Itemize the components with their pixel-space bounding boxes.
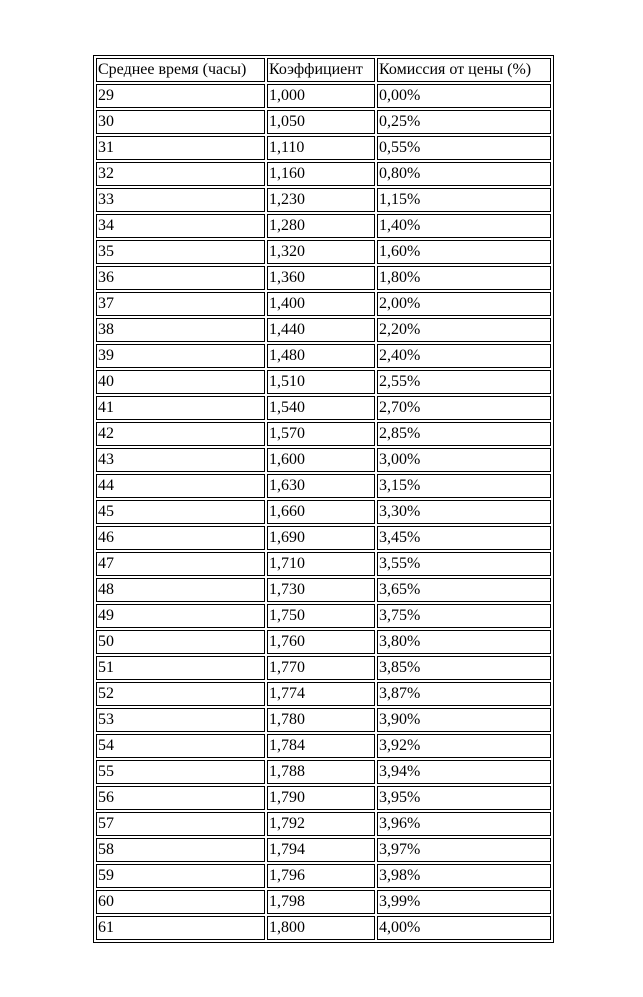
cell-coefficient: 1,796 <box>267 864 375 888</box>
table-row <box>96 864 551 888</box>
commission-table <box>93 55 554 943</box>
cell-coefficient: 1,800 <box>267 916 375 940</box>
table-row <box>96 760 551 784</box>
cell-average-time: 38 <box>96 318 265 342</box>
cell-commission: 3,92% <box>377 734 551 758</box>
cell-average-time: 32 <box>96 162 265 186</box>
cell-average-time: 50 <box>96 630 265 654</box>
table-row <box>96 838 551 862</box>
cell-commission: 2,00% <box>377 292 551 316</box>
cell-commission: 0,80% <box>377 162 551 186</box>
cell-average-time: 43 <box>96 448 265 472</box>
cell-average-time: 54 <box>96 734 265 758</box>
cell-coefficient: 1,798 <box>267 890 375 914</box>
cell-coefficient: 1,790 <box>267 786 375 810</box>
cell-commission: 3,94% <box>377 760 551 784</box>
table-header-row <box>96 58 551 82</box>
table-row <box>96 604 551 628</box>
cell-average-time: 34 <box>96 214 265 238</box>
cell-commission: 2,20% <box>377 318 551 342</box>
table-row <box>96 500 551 524</box>
cell-commission: 3,75% <box>377 604 551 628</box>
table-row <box>96 630 551 654</box>
cell-commission: 3,30% <box>377 500 551 524</box>
cell-average-time: 39 <box>96 344 265 368</box>
table-row <box>96 162 551 186</box>
cell-average-time: 36 <box>96 266 265 290</box>
cell-coefficient: 1,788 <box>267 760 375 784</box>
cell-coefficient: 1,110 <box>267 136 375 160</box>
table-row <box>96 84 551 108</box>
header-average-time: Среднее время (часы) <box>96 58 265 82</box>
cell-commission: 3,90% <box>377 708 551 732</box>
table-row <box>96 812 551 836</box>
cell-commission: 0,00% <box>377 84 551 108</box>
cell-coefficient: 1,760 <box>267 630 375 654</box>
cell-average-time: 44 <box>96 474 265 498</box>
table-row <box>96 344 551 368</box>
cell-coefficient: 1,510 <box>267 370 375 394</box>
cell-coefficient: 1,540 <box>267 396 375 420</box>
cell-commission: 3,55% <box>377 552 551 576</box>
cell-average-time: 49 <box>96 604 265 628</box>
table-row <box>96 240 551 264</box>
table-row <box>96 474 551 498</box>
cell-commission: 3,00% <box>377 448 551 472</box>
cell-average-time: 37 <box>96 292 265 316</box>
commission-table-body <box>96 58 551 940</box>
table-row <box>96 682 551 706</box>
table-row <box>96 448 551 472</box>
cell-commission: 3,87% <box>377 682 551 706</box>
cell-coefficient: 1,160 <box>267 162 375 186</box>
table-row <box>96 916 551 940</box>
cell-average-time: 35 <box>96 240 265 264</box>
table-row <box>96 110 551 134</box>
cell-coefficient: 1,690 <box>267 526 375 550</box>
cell-coefficient: 1,440 <box>267 318 375 342</box>
cell-average-time: 56 <box>96 786 265 810</box>
cell-average-time: 57 <box>96 812 265 836</box>
cell-average-time: 41 <box>96 396 265 420</box>
header-commission: Комиссия от цены (%) <box>377 58 551 82</box>
header-coefficient: Коэффициент <box>267 58 375 82</box>
cell-coefficient: 1,630 <box>267 474 375 498</box>
cell-coefficient: 1,400 <box>267 292 375 316</box>
table-row <box>96 578 551 602</box>
cell-commission: 0,55% <box>377 136 551 160</box>
cell-average-time: 52 <box>96 682 265 706</box>
cell-average-time: 48 <box>96 578 265 602</box>
cell-commission: 1,15% <box>377 188 551 212</box>
table-row <box>96 266 551 290</box>
cell-average-time: 30 <box>96 110 265 134</box>
table-row <box>96 552 551 576</box>
cell-commission: 3,80% <box>377 630 551 654</box>
cell-commission: 4,00% <box>377 916 551 940</box>
cell-commission: 3,99% <box>377 890 551 914</box>
cell-coefficient: 1,600 <box>267 448 375 472</box>
cell-coefficient: 1,710 <box>267 552 375 576</box>
cell-average-time: 29 <box>96 84 265 108</box>
cell-commission: 3,96% <box>377 812 551 836</box>
cell-coefficient: 1,794 <box>267 838 375 862</box>
cell-coefficient: 1,770 <box>267 656 375 680</box>
cell-commission: 3,65% <box>377 578 551 602</box>
cell-coefficient: 1,750 <box>267 604 375 628</box>
table-row <box>96 396 551 420</box>
table-row <box>96 188 551 212</box>
cell-coefficient: 1,360 <box>267 266 375 290</box>
table-row <box>96 526 551 550</box>
cell-coefficient: 1,000 <box>267 84 375 108</box>
cell-coefficient: 1,730 <box>267 578 375 602</box>
cell-coefficient: 1,230 <box>267 188 375 212</box>
table-row <box>96 292 551 316</box>
cell-average-time: 59 <box>96 864 265 888</box>
cell-average-time: 47 <box>96 552 265 576</box>
table-row <box>96 214 551 238</box>
cell-commission: 3,97% <box>377 838 551 862</box>
table-row <box>96 136 551 160</box>
cell-coefficient: 1,570 <box>267 422 375 446</box>
cell-average-time: 51 <box>96 656 265 680</box>
table-row <box>96 708 551 732</box>
cell-coefficient: 1,774 <box>267 682 375 706</box>
cell-average-time: 58 <box>96 838 265 862</box>
cell-average-time: 61 <box>96 916 265 940</box>
table-row <box>96 786 551 810</box>
cell-commission: 1,40% <box>377 214 551 238</box>
cell-commission: 2,70% <box>377 396 551 420</box>
cell-average-time: 42 <box>96 422 265 446</box>
cell-coefficient: 1,050 <box>267 110 375 134</box>
cell-commission: 0,25% <box>377 110 551 134</box>
cell-average-time: 33 <box>96 188 265 212</box>
table-row <box>96 422 551 446</box>
table-row <box>96 370 551 394</box>
cell-commission: 3,95% <box>377 786 551 810</box>
cell-average-time: 53 <box>96 708 265 732</box>
cell-commission: 1,80% <box>377 266 551 290</box>
cell-coefficient: 1,480 <box>267 344 375 368</box>
cell-coefficient: 1,784 <box>267 734 375 758</box>
cell-commission: 3,98% <box>377 864 551 888</box>
cell-average-time: 31 <box>96 136 265 160</box>
cell-commission: 2,55% <box>377 370 551 394</box>
cell-coefficient: 1,780 <box>267 708 375 732</box>
cell-coefficient: 1,320 <box>267 240 375 264</box>
cell-commission: 3,15% <box>377 474 551 498</box>
cell-commission: 3,85% <box>377 656 551 680</box>
cell-average-time: 46 <box>96 526 265 550</box>
table-row <box>96 656 551 680</box>
cell-commission: 2,85% <box>377 422 551 446</box>
cell-commission: 2,40% <box>377 344 551 368</box>
cell-commission: 1,60% <box>377 240 551 264</box>
cell-commission: 3,45% <box>377 526 551 550</box>
cell-average-time: 45 <box>96 500 265 524</box>
table-row <box>96 890 551 914</box>
cell-average-time: 60 <box>96 890 265 914</box>
table-row <box>96 734 551 758</box>
cell-average-time: 55 <box>96 760 265 784</box>
cell-coefficient: 1,792 <box>267 812 375 836</box>
cell-coefficient: 1,660 <box>267 500 375 524</box>
cell-coefficient: 1,280 <box>267 214 375 238</box>
table-row <box>96 318 551 342</box>
cell-average-time: 40 <box>96 370 265 394</box>
